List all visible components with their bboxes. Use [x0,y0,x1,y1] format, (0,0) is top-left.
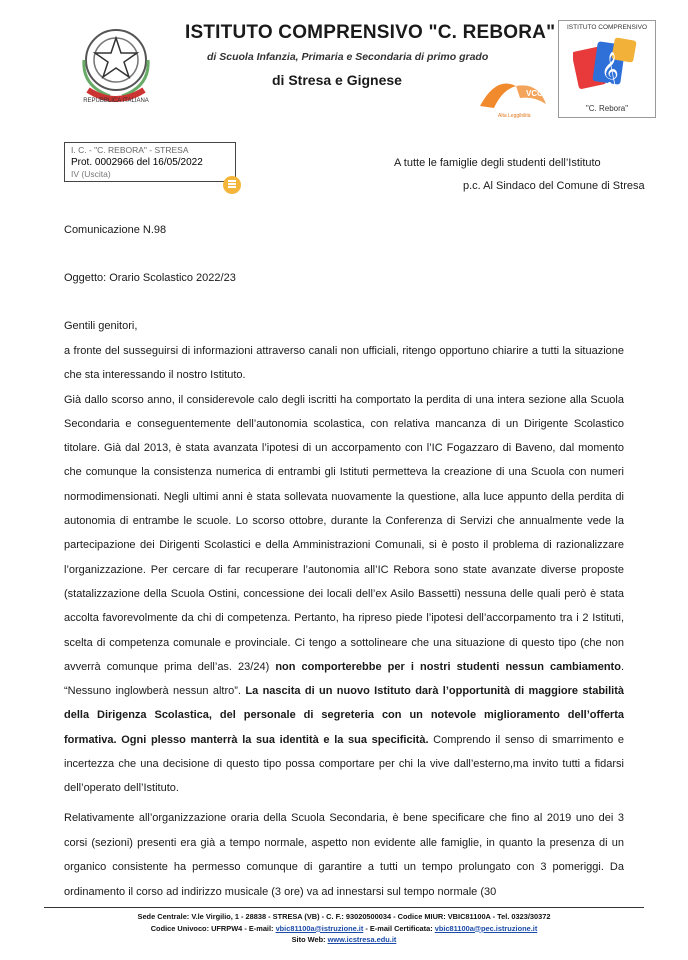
body-paragraph-3: Relativamente all’organizzazione oraria della Scuola Secondaria, è bene specificare che fino al 2019 uno dei 3 corsi (sezioni) presenti era già a tempo normale, aspetto non evidente alle famiglie, in quanto la presenza di un organico consistente ha permesso comunque di garantire a tutti un tempo prolungato con 3 pomeriggi. Da ordinamento il corso ad indirizzo musicale (3 ore) va ad innestarsi sul tempo normale (30 [64,812,624,898]
footer-label: Codice Univoco: UFRPW4 - E-mail: [150,923,276,933]
greeting: Gentili genitori, [64,320,138,332]
rebora-logo-bottom-text: "C. Rebora" [585,104,629,113]
footer-address: Sede Centrale: V.le Virgilio, 1 - 28838 - STRESA (VB) - C. F.: 93020500034 - Codice MIUR: VBIC81100A - Tel. 0323/30372 [137,912,551,921]
email-link[interactable]: vbic81100a@istruzione.it [275,923,364,933]
protocol-institute: I. C. - "C. REBORA" - STRESA [71,145,189,155]
footer-contacts [0,923,688,935]
protocol-stamp [64,142,236,182]
school-title: ISTITUTO COMPRENSIVO "C. REBORA" [185,22,556,43]
school-subtitle: di Scuola Infanzia, Primaria e Secondaria di primo grado [207,51,489,63]
body-bold-span: non comporterebbe per i nostri studenti nessun cambiamento [269,660,621,673]
body-bold-span: La nascita di un nuovo Istituto darà l’opportunità di maggiore stabilità della Dirigenza Scolastica, del personale di segreteria con un notevole miglioramento dell’offerta formativa. Ogni plesso manterrà la sua identità e la sua specificità. [64,685,624,746]
footer-label: Sito Web: [291,935,328,944]
body-text-span: Comprendo il senso di smarrimento e incertezza che una decisione di questo tipo possa comportare per chi la vive dall’esterno,ma invito tutti a fidarsi dell’operato dell’Istituto. [64,733,624,795]
subject-line: Oggetto: Orario Scolastico 2022/23 [64,272,236,284]
footer-label: - E-mail Certificata: [363,923,435,933]
footer-divider [44,907,644,908]
music-note-icon [573,35,641,97]
footer [0,911,688,946]
website-link[interactable]: www.icstresa.edu.it [327,935,397,944]
recipient-line-2: p.c. Al Sindaco del Comune di Stresa [463,180,645,192]
repubblica-italiana-emblem [70,16,162,108]
letter-body-continued [64,806,624,904]
rebora-logo-top-text: ISTITUTO COMPRENSIVO [566,24,648,31]
recipient-line-1: A tutte le famiglie degli studenti dell’Istituto [394,157,601,169]
svg-text:𝄞: 𝄞 [601,52,619,87]
body-paragraph-1: a fronte del susseguirsi di informazioni attraverso canali non ufficiali, ritengo opportuno chiarire a tutti la situazione che sta interessando il nostro Istituto. [64,345,624,382]
protocol-direction: IV (Uscita) [71,169,111,179]
svg-text:REPUBBLICA ITALIANA: REPUBBLICA ITALIANA [83,98,149,104]
vco-logo [476,76,550,120]
body-text-span: Già dallo scorso anno, il considerevole calo degli iscritti ha comportato la perdita di una intera sezione alla Scuola Secondaria e conseguentemente dell’autonomia scolastica, con relativa mancanza di un Dirigente Scolastico titolare. Già dal 2013, è stata avanzata l’ipotesi di un accorpamento con l’IC Fogazzaro di Baveno, dal momento che comunque la consistenza numerica di entrambi gli Istituti permetteva la creazione di una Scuola con numeri normodimensionati. Negli ultimi anni è stata sollevata nuovamente la questione, alla luce appunto della perdita di autonomia di entrambe le scuole. Lo scorso ottobre, durante la Conferenza di Servizi che annualmente vede la partecipazione dei Dirigenti Scolastici e della Amministrazioni Comunali, si è posto il problema di razionalizzare l’organizzazione. Per cercare di far recuperare l’autonomia all’IC Rebora sono state avanzate diverse proposte (statalizzazione della Scuola Ostini, concessione dei locali dell’ex Asilo Bassetti) nessuna delle quali però è stata accolta favorevolmente da chi di competenza. Pertanto, ha ripreso piede l’ipotesi dell’accorpamento tra i 2 Istituti, scelta di competenza comunale e provinciale. Ci tengo a sottolineare che una situazione di questo tipo (che non avverrà comunque prima dell’as. 23/24) [64,393,624,673]
svg-text:VCO: VCO [526,89,544,98]
communication-number: Comunicazione N.98 [64,224,167,236]
pec-link[interactable]: vbic81100a@pec.istruzione.it [434,923,538,933]
rebora-logo [558,20,656,118]
letter-body [64,339,624,801]
school-location: di Stresa e Gignese [272,72,402,88]
body-text-span: . “Nessuno inglowberà nessun altro”. [64,660,624,698]
svg-text:Alta Leggibilità: Alta Leggibilità [498,113,531,119]
protocol-number: Prot. 0002966 del 16/05/2022 [71,157,203,168]
footer-website [0,934,688,946]
body-paragraph-2 [64,388,624,801]
menu-icon [223,176,241,194]
